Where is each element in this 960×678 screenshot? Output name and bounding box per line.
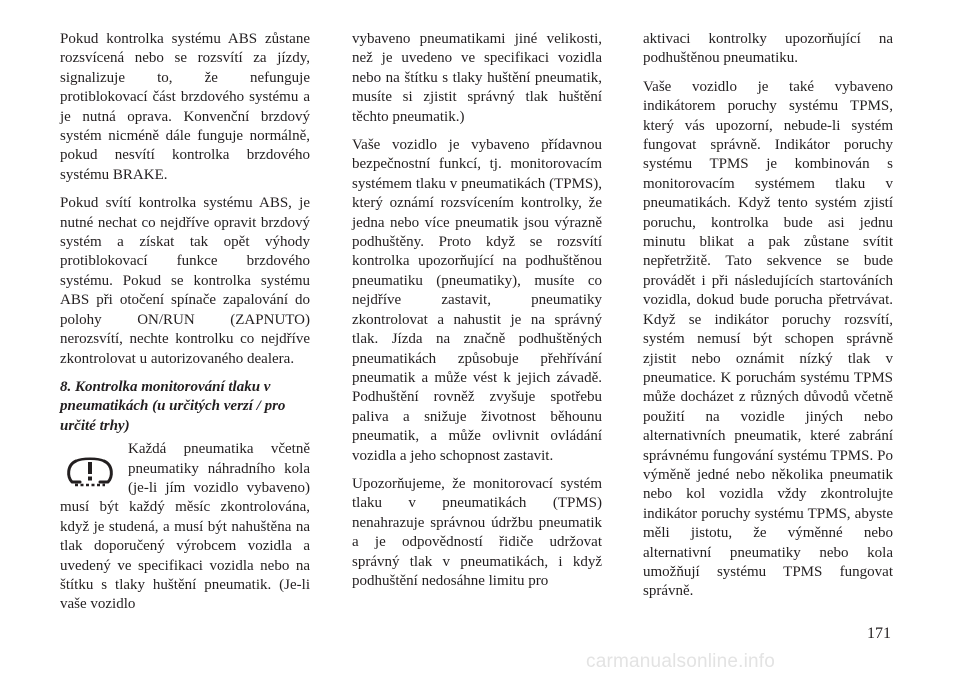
- text-column-2: [352, 30, 602, 600]
- paragraph-tire-check: Každá pneumatika včetně pneumatiky náhradního kola (je-li jím vozidlo vybaveno) musí být každý měsíc zkontrolována, když je studená, a musí být nahuštěna na tlak doporučený výrobcem vozidla a uvedený ve specifikaci vozidla nebo na štítku s tlaky huštění pneumatik. (Je-li vaše vozidlo: [60, 441, 310, 613]
- paragraph-tpms-feature: Vaše vozidlo je vybaveno přídavnou bezpečnostní funkcí, tj. monitorovacím systémem tlaku v pneumatikách (TPMS), který oznámí rozsvícením kontrolky, že jedna nebo více pneumatik jsou výrazně podhuštěny. Proto když se rozsvítí kontrolka upozorňující na podhuštěnou pneumatiku (pneumatiky), musíte co nejdříve zastavit, pneumatiky zkontrolovat a nahustit je na správný tlak. Jízda na značně podhuštěných pneumatikách způsobuje přehřívání pneumatik a může vést k jejich závadě. Podhuštění rovněž zvyšuje spotřebu paliva a snižuje životnost běhounu pneumatik, a může ovlivnit ovládání vozidla a jeho schopnost zastavit.: [352, 137, 602, 464]
- text-column-1: [60, 30, 310, 624]
- tpms-warning-icon: [66, 452, 114, 490]
- paragraph-tpms-malfunction: Vaše vozidlo je také vybaveno indikátorem poruchy systému TPMS, který vás upozorní, nebude-li systém fungovat správně. Indikátor poruchy systému TPMS je kombinován s monitorovacím systémem tlaku v pneumatikách. Když tento systém zjistí poruchu, kontrolka bude asi jednu minutu blikat a pak zůstane svítit nepřetržitě. Tato sekvence se bude provádět i při následujících startováních vozidla, dokud bude porucha přetrvávat. Když se indikátor poruchy rozsvítí, systém nemusí být schopen správně zjistit nebo oznámit nízký tlak v pneumatice. K poruchám systému TPMS může docházet z různých důvodů včetně použití na vozidle jiných nebo alternativních pneumatik, které zabrání správnému fungování systému TPMS. Po výměně jedné nebo několika pneumatik nebo kol vozidla vždy zkontrolujte indikátor poruchy systému TPMS, abyste měli jistotu, že výměnné nebo alternativní pneumatiky nebo kola umožňují systému TPMS fungovat správně.: [643, 78, 893, 600]
- paragraph-tpms-maintenance: Upozorňujeme, že monitorovací systém tlaku v pneumatikách (TPMS) nenahrazuje správnou údržbu pneumatik a je odpovědností řidiče udržovat správný tlak v pneumatikách, i když podhuštění nedosáhne limitu pro: [352, 475, 602, 589]
- text-column-3: [643, 30, 893, 611]
- paragraph-underinflation-limit: aktivaci kontrolky upozorňující na podhuštěnou pneumatiku.: [643, 31, 893, 67]
- paragraph-abs-lamp-on: Pokud kontrolka systému ABS zůstane rozsvícená nebo se rozsvítí za jízdy, signalizuje to, že nefunguje protiblokovací část brzdového systému a je nutná oprava. Konvenční brzdový systém nicméně dále funguje normálně, pokud nesvítí kontrolka brzdového systému BRAKE.: [60, 31, 310, 183]
- section-heading-tpms: 8. Kontrolka monitorování tlaku v pneumatikách (u určitých verzí / pro určité trhy): [60, 378, 286, 434]
- page-number: 171: [867, 625, 891, 642]
- watermark: carmanualsonline.info: [586, 651, 776, 672]
- paragraph-tire-size: vybaveno pneumatikami jiné velikosti, než je uvedeno ve specifikaci vozidla nebo na štítku s tlaky huštění pneumatik, musíte si zjistit správný tlak huštění těchto pneumatik.): [352, 31, 602, 125]
- paragraph-abs-lamp-repair: Pokud svítí kontrolka systému ABS, je nutné nechat co nejdříve opravit brzdový systém a získat tak opět výhody protiblokovací funkce brzdového systému. Pokud se kontrolka systému ABS při otočení spínače zapalování do polohy ON/RUN (ZAPNUTO) nerozsvítí, nechte kontrolku co nejdříve zkontrolovat u autorizovaného dealera.: [60, 195, 310, 367]
